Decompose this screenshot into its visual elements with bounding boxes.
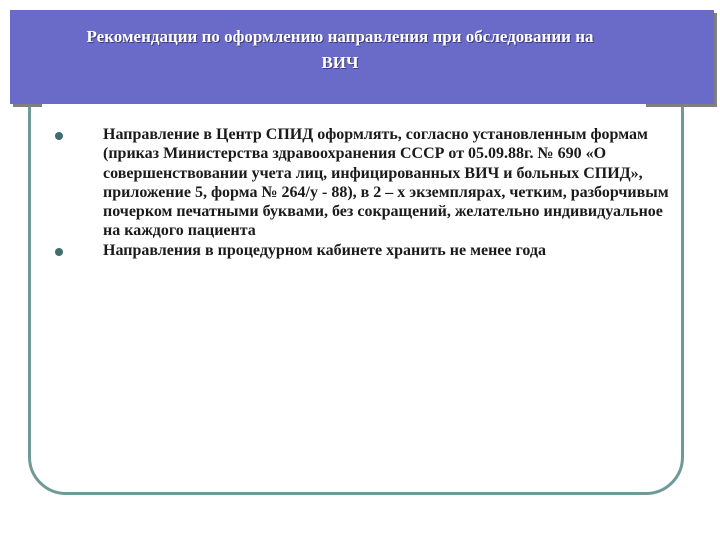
bullet-item-storage (52, 241, 672, 260)
slide-title (10, 24, 670, 76)
title-underline (42, 104, 646, 107)
bullet-text: Направления в процедурном кабинете хранить не менее года (103, 241, 546, 259)
bullet-item-referral-form (52, 125, 672, 241)
bullet-list (52, 125, 672, 260)
slide-title-line-2: ВИЧ (321, 53, 359, 72)
bullet-dot-icon (55, 248, 63, 256)
bullet-dot-icon (55, 132, 63, 140)
slide-title-line-1: Рекомендации по оформлению направления при обследовании на (86, 27, 594, 46)
bullet-text: Направление в Центр СПИД оформлять, согласно установленным формам (приказ Министерства здравоохранения СССР от 05.09.88г. № 690 «О совершенствовании учета лиц, инфицированных ВИЧ и больных СПИД», приложение 5, форма № 264/у - 88), в 2 – х экземплярах, четким, разборчивым почерком печатными буквами, без сокращений, желательно индивидуальное на каждого пациента (103, 126, 669, 240)
